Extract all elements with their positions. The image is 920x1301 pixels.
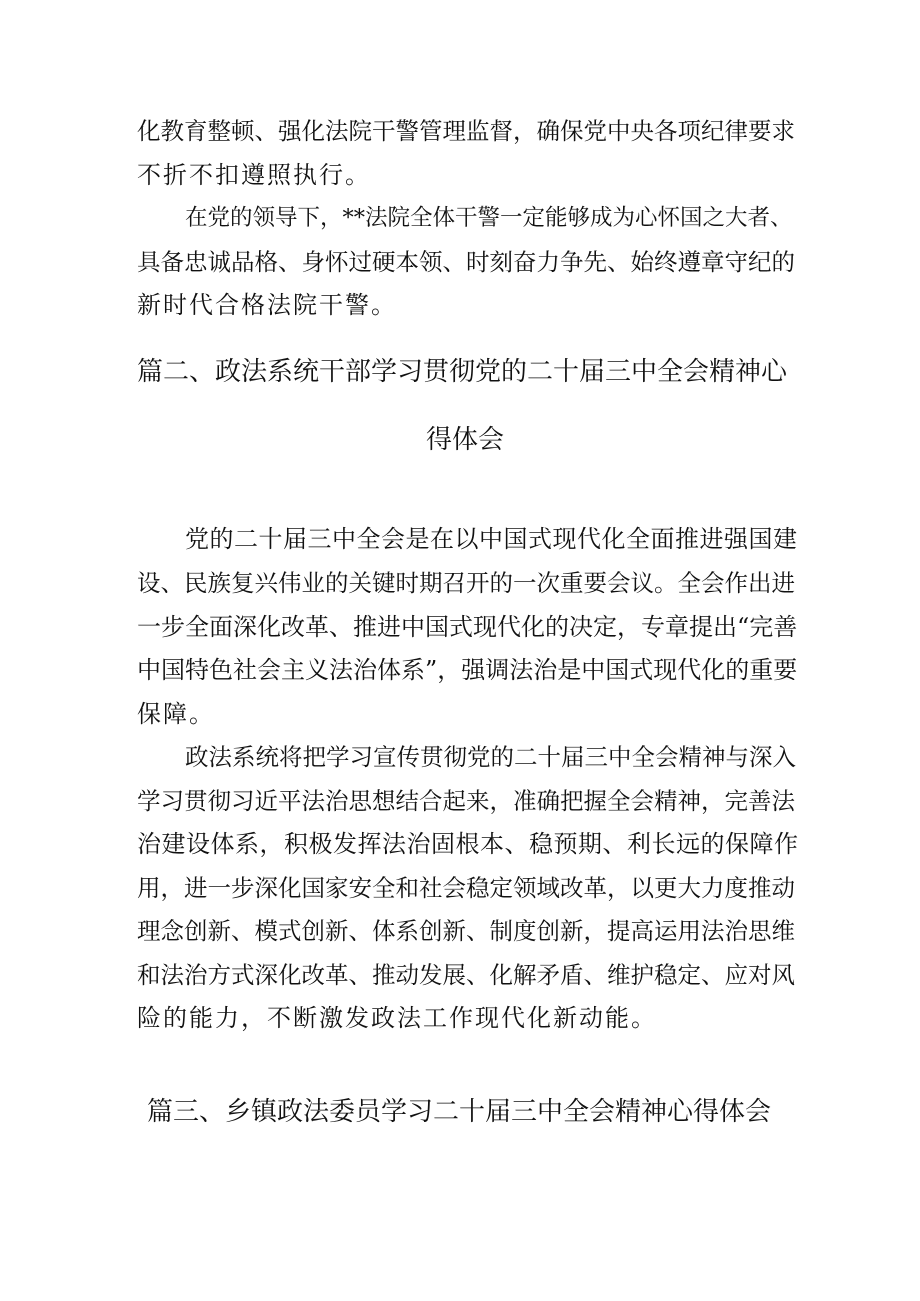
paragraph-line: 保障。	[137, 700, 215, 728]
paragraph-line: 党的二十届三中全会是在以中国式现代化全面推进强国建	[185, 525, 798, 553]
paragraph-line: 治建设体系，积极发挥法治固根本、稳预期、利长远的保障作	[137, 830, 799, 858]
paragraph-line: 和法治方式深化改革、推动发展、化解矛盾、维护稳定、应对风	[137, 961, 795, 989]
paragraph-line: 化教育整顿、强化法院干警管理监督，确保党中央各项纪律要求	[137, 117, 795, 145]
paragraph-line: 具备忠诚品格、身怀过硬本领、时刻奋力争先、始终遵章守纪的	[137, 248, 795, 276]
section-heading-continued: 得体会	[426, 425, 505, 455]
paragraph-line: 新时代合格法院干警。	[137, 291, 397, 319]
paragraph-line: 不折不扣遵照执行。	[137, 161, 371, 189]
paragraph-line: 中国特色社会主义法治体系”，强调法治是中国式现代化的重要	[137, 656, 798, 684]
paragraph-line: 政法系统将把学习宣传贯彻党的二十届三中全会精神与深入	[185, 743, 796, 771]
section-heading: 篇三、乡镇政法委员学习二十届三中全会精神心得体会	[147, 1097, 772, 1127]
paragraph-line: 用，进一步深化国家安全和社会稳定领域改革，以更大力度推动	[137, 874, 795, 902]
paragraph-line: 险的能力，不断激发政法工作现代化新动能。	[137, 1004, 657, 1032]
section-heading: 篇二、政法系统干部学习贯彻党的二十届三中全会精神心	[137, 357, 788, 387]
paragraph-line: 在党的领导下，**法院全体干警一定能够成为心怀国之大者、	[185, 205, 793, 231]
paragraph-line: 学习贯彻习近平法治思想结合起来，准确把握全会精神，完善法	[137, 787, 795, 815]
paragraph-line: 理念创新、模式创新、体系创新、制度创新，提高运用法治思维	[137, 917, 795, 945]
paragraph-line: 设、民族复兴伟业的关键时期召开的一次重要会议。全会作出进	[137, 569, 795, 597]
paragraph-line: 一步全面深化改革、推进中国式现代化的决定，专章提出“完善	[137, 613, 798, 641]
